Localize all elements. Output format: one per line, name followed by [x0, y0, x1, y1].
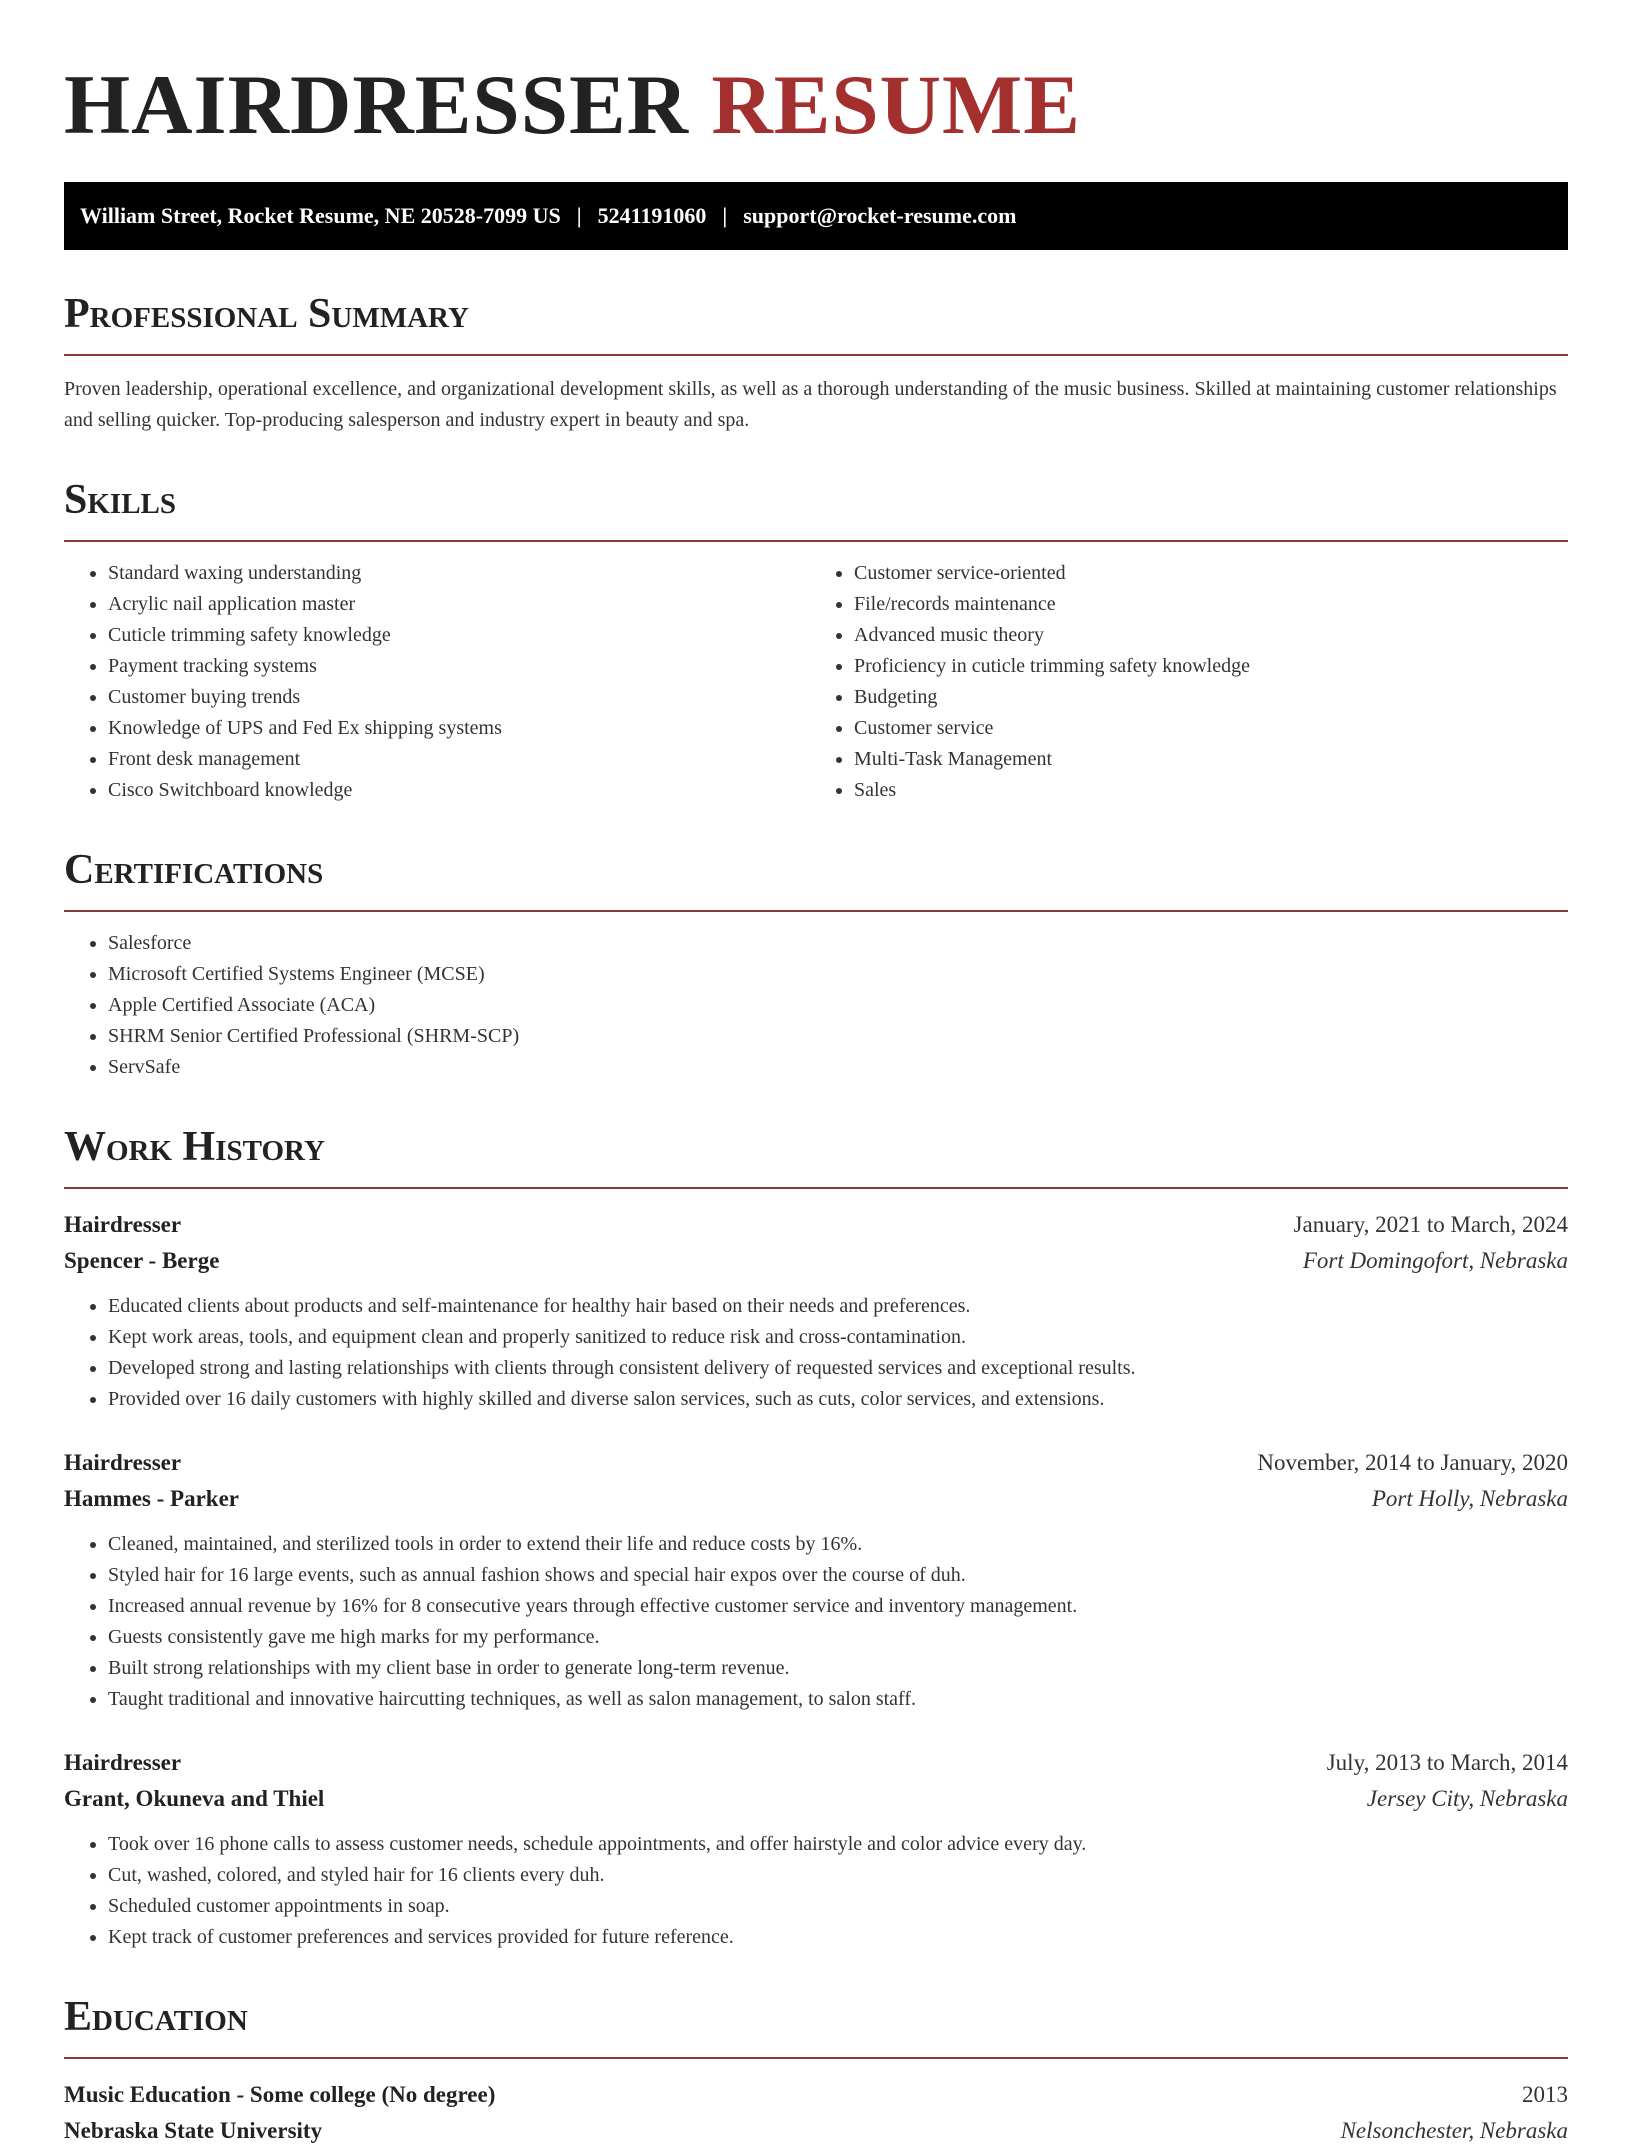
job-duty-item: • Cut, washed, colored, and styled hair for 16 clients every duh.: [108, 1860, 1568, 1891]
skill-item: • Acrylic nail application master: [108, 589, 822, 620]
education-header-row: [64, 2077, 1568, 2113]
skill-item: • Multi-Task Management: [854, 744, 1568, 775]
education-section: [64, 1993, 1568, 2149]
skill-item: • Front desk management: [108, 744, 822, 775]
job-duty-item: • Provided over 16 daily customers with highly skilled and diverse salon services, such as cuts, color services, and extensions.: [108, 1384, 1568, 1415]
job-duty-item: • Kept work areas, tools, and equipment clean and properly sanitized to reduce risk and cross-contamination.: [108, 1322, 1568, 1353]
skill-item: • Standard waxing understanding: [108, 558, 822, 589]
skills-grid: [64, 542, 1568, 806]
summary-section: [64, 290, 1568, 436]
contact-separator: |: [722, 203, 728, 228]
job-duty-item: • Cleaned, maintained, and sterilized tools in order to extend their life and reduce costs by 16%.: [108, 1529, 1568, 1560]
education-location: Nelsonchester, Nebraska: [1340, 2118, 1568, 2143]
education-entry: [64, 2077, 1568, 2149]
job-company-row: [64, 1781, 1568, 1817]
contact-bar: [64, 182, 1568, 250]
certification-item: • Apple Certified Associate (ACA): [108, 990, 1568, 1021]
skill-item: • File/records maintenance: [854, 589, 1568, 620]
contact-address: William Street, Rocket Resume, NE 20528-7099 US: [80, 203, 561, 228]
contact-phone: 5241191060: [597, 203, 707, 228]
job-duty-item: • Developed strong and lasting relationships with clients through consistent delivery of requested services and exceptional results.: [108, 1353, 1568, 1384]
skills-list-right: [822, 558, 1568, 806]
skill-item: • Customer service-oriented: [854, 558, 1568, 589]
section-title-summary: Professional Summary: [64, 291, 469, 337]
certifications-list: [64, 928, 1568, 1083]
job-header-row: [64, 1445, 1568, 1481]
section-divider: [64, 910, 1568, 912]
job-company: Hammes - Parker: [64, 1486, 239, 1511]
resume-title: [64, 0, 1568, 152]
section-title-certifications: Certifications: [64, 847, 324, 893]
job-company: Grant, Okuneva and Thiel: [64, 1786, 325, 1811]
job-header-row: [64, 1207, 1568, 1243]
work-history-section: [64, 1123, 1568, 1953]
education-school: Nebraska State University: [64, 2118, 323, 2143]
job-dates: January, 2021 to March, 2024: [1293, 1212, 1568, 1237]
job-duty-item: • Educated clients about products and self-maintenance for healthy hair based on their needs and preferences.: [108, 1291, 1568, 1322]
job-dates: July, 2013 to March, 2014: [1326, 1750, 1568, 1775]
section-divider: [64, 2057, 1568, 2059]
certifications-section: [64, 846, 1568, 1083]
job-duties: [64, 1291, 1568, 1415]
skill-item: • Customer buying trends: [108, 682, 822, 713]
contact-separator: |: [576, 203, 582, 228]
section-title-work-history: Work History: [64, 1124, 325, 1170]
skill-item: • Knowledge of UPS and Fed Ex shipping systems: [108, 713, 822, 744]
job-company-row: [64, 1481, 1568, 1517]
title-main: HAIRDRESSER: [64, 58, 690, 152]
job-duty-item: • Took over 16 phone calls to assess customer needs, schedule appointments, and offer hairstyle and color advice every day.: [108, 1829, 1568, 1860]
skill-item: • Payment tracking systems: [108, 651, 822, 682]
job-role: Hairdresser: [64, 1212, 182, 1237]
skills-section: [64, 476, 1568, 806]
section-divider: [64, 354, 1568, 356]
skills-list-left: [64, 558, 822, 806]
contact-email: support@rocket-resume.com: [743, 203, 1017, 228]
skill-item: • Proficiency in cuticle trimming safety knowledge: [854, 651, 1568, 682]
summary-text: Proven leadership, operational excellence, and organizational development skills, as well as a thorough understanding of the music business. Skilled at maintaining customer relationships and selling quicker. Top-producing salesperson and industry expert in beauty and spa.: [64, 378, 1557, 431]
skill-item: • Customer service: [854, 713, 1568, 744]
job-duty-item: • Taught traditional and innovative haircutting techniques, as well as salon management, to salon staff.: [108, 1684, 1568, 1715]
job-duties: [64, 1829, 1568, 1953]
job-company-row: [64, 1243, 1568, 1279]
job-role: Hairdresser: [64, 1450, 182, 1475]
skill-item: • Cisco Switchboard knowledge: [108, 775, 822, 806]
section-divider: [64, 1187, 1568, 1189]
certification-item: • ServSafe: [108, 1052, 1568, 1083]
job-entry: [64, 1745, 1568, 1953]
job-duty-item: • Styled hair for 16 large events, such as annual fashion shows and special hair expos over the course of duh.: [108, 1560, 1568, 1591]
education-year: 2013: [1522, 2082, 1568, 2107]
job-entry: [64, 1445, 1568, 1715]
section-title-skills: Skills: [64, 477, 177, 523]
education-school-row: [64, 2113, 1568, 2149]
job-duty-item: • Scheduled customer appointments in soap.: [108, 1891, 1568, 1922]
job-header-row: [64, 1745, 1568, 1781]
certification-item: • SHRM Senior Certified Professional (SHRM-SCP): [108, 1021, 1568, 1052]
job-duty-item: • Kept track of customer preferences and services provided for future reference.: [108, 1922, 1568, 1953]
skill-item: • Budgeting: [854, 682, 1568, 713]
job-location: Jersey City, Nebraska: [1366, 1786, 1568, 1811]
certification-item: • Microsoft Certified Systems Engineer (MCSE): [108, 959, 1568, 990]
skill-item: • Sales: [854, 775, 1568, 806]
title-accent: RESUME: [711, 58, 1081, 152]
skill-item: • Cuticle trimming safety knowledge: [108, 620, 822, 651]
job-company: Spencer - Berge: [64, 1248, 220, 1273]
job-dates: November, 2014 to January, 2020: [1257, 1450, 1568, 1475]
job-location: Fort Domingofort, Nebraska: [1302, 1248, 1568, 1273]
job-duty-item: • Increased annual revenue by 16% for 8 consecutive years through effective customer service and inventory management.: [108, 1591, 1568, 1622]
job-duty-item: • Guests consistently gave me high marks for my performance.: [108, 1622, 1568, 1653]
job-duties: [64, 1529, 1568, 1715]
section-title-education: Education: [64, 1994, 248, 2040]
job-location: Port Holly, Nebraska: [1371, 1486, 1568, 1511]
skill-item: • Advanced music theory: [854, 620, 1568, 651]
education-degree: Music Education - Some college (No degree): [64, 2082, 496, 2107]
job-duty-item: • Built strong relationships with my client base in order to generate long-term revenue.: [108, 1653, 1568, 1684]
job-role: Hairdresser: [64, 1750, 182, 1775]
job-entry: [64, 1207, 1568, 1415]
certification-item: • Salesforce: [108, 928, 1568, 959]
